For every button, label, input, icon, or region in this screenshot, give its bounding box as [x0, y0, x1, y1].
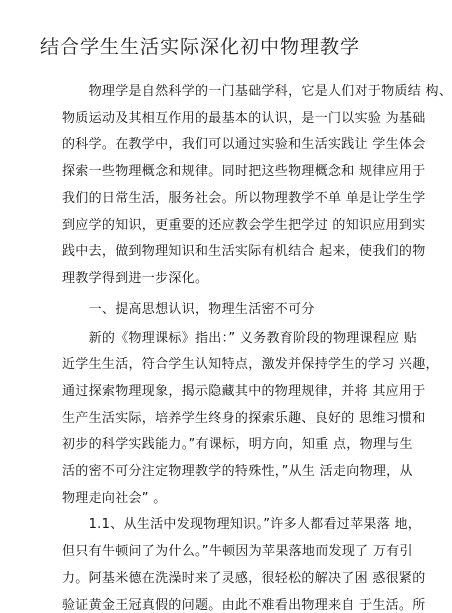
- body-text-line: 通过探索物理现象，揭示隐藏其中的物理规律，并将 其应用于: [62, 384, 426, 399]
- body-text-line: 我们的日常生活，服务社会。所以物理教学不单 单是让学生学: [62, 191, 426, 206]
- body-text-line: 验证黄金王冠真假的问题。由此不难看出物理来自 于生活。所: [62, 598, 426, 613]
- body-text-line: 物理学是自然科学的一门基础学科，它是人们对于物质结 构、: [62, 84, 452, 99]
- body-text-line: 力。阿基米德在洗澡时来了灵感，很轻松的解决了困 惑很紧的: [62, 571, 426, 586]
- body-text-line: 活的密不可分注定物理教学的特殊性，”从生 活走向物理，从: [62, 464, 413, 479]
- body-text-line: 物理走向社会” 。: [62, 491, 167, 506]
- body-text-line: 理教学得到进一步深化。: [62, 271, 209, 286]
- body-text-line: 物质运动及其相互作用的最基本的认识，是一门以实验 为基础: [62, 111, 426, 126]
- body-text-line: 到应学的知识，更重要的还应教会学生把学过 的知识应用到实: [62, 218, 426, 233]
- document-title: 结合学生生活实际深化初中物理教学: [39, 36, 360, 58]
- body-text-line: 生产生活实际，培养学生终身的探索乐趣、良好的 思维习惯和: [62, 411, 426, 426]
- body-text-line: 1.1、从生活中发现物理知识。”许多人都看过苹果落 地，: [62, 517, 422, 532]
- body-text-line: 的科学。在教学中，我们可以通过实验和生活实践让 学生体会: [62, 137, 426, 152]
- body-text-line: 新的《物理课标》指出：” 义务教育阶段的物理课程应 贴: [62, 331, 418, 346]
- body-text-line: 践中去，做到物理知识和生活实际有机结合 起来，使我们的物: [62, 244, 426, 259]
- body-text-line: 但只有牛顿问了为什么。”牛顿因为苹果落地而发现了 万有引: [62, 544, 413, 559]
- body-text-line: 初步的科学实践能力。”有课标，明方向，知重 点，物理与生: [62, 437, 413, 452]
- body-text-line: 近学生生活，符合学生认知特点，激发并保持学生的学习 兴趣，: [62, 357, 439, 372]
- body-text-line: 一、提高思想认识，物理生活密不可分: [62, 302, 315, 317]
- body-text-line: 探索一些物理概念和规律。同时把这些物理概念和 规律应用于: [62, 164, 426, 179]
